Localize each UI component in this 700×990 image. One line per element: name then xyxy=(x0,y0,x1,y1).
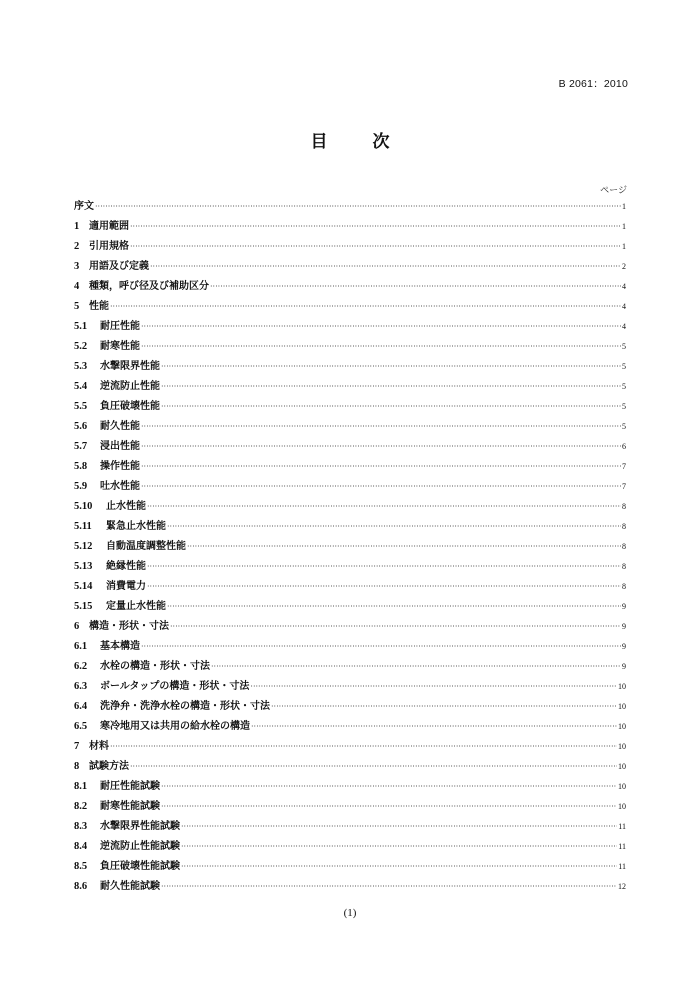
toc-entry[interactable] xyxy=(74,457,626,477)
toc-entry-number: 5.6 xyxy=(74,421,88,432)
toc-entry-number: 8.4 xyxy=(74,841,88,852)
toc-entry-number: 8.5 xyxy=(74,861,88,872)
toc-entry[interactable] xyxy=(74,677,626,697)
toc-dot-leader xyxy=(147,497,621,517)
toc-dot-leader xyxy=(187,537,621,557)
toc-entry[interactable] xyxy=(74,597,626,617)
toc-entry-label: 耐圧性能 xyxy=(100,321,140,332)
toc-entry-number: 6.2 xyxy=(74,661,88,672)
toc-entry-label: 寒冷地用又は共用の給水栓の構造 xyxy=(100,721,250,732)
toc-dot-leader xyxy=(161,797,617,817)
toc-entry-label: 耐寒性能 xyxy=(100,341,140,352)
toc-entry-number: 8.3 xyxy=(74,821,88,832)
toc-entry-page: 8 xyxy=(622,562,626,571)
toc-dot-leader xyxy=(271,697,617,717)
table-of-contents xyxy=(74,197,626,897)
toc-dot-leader xyxy=(167,597,621,617)
toc-entry-number: 5 xyxy=(74,301,80,312)
toc-entry[interactable] xyxy=(74,877,626,897)
toc-entry-label: 絶縁性能 xyxy=(106,561,146,572)
toc-entry-label: 耐寒性能試験 xyxy=(100,801,160,812)
toc-entry-label: 耐久性能試験 xyxy=(100,881,160,892)
toc-dot-leader xyxy=(210,277,621,297)
toc-entry[interactable] xyxy=(74,197,626,217)
toc-entry-page: 1 xyxy=(622,222,626,231)
toc-entry-label: 操作性能 xyxy=(100,461,140,472)
toc-entry-label: 負圧破壊性能 xyxy=(100,401,160,412)
toc-dot-leader xyxy=(167,517,621,537)
toc-entry-number: 6.1 xyxy=(74,641,88,652)
toc-entry-page: 10 xyxy=(618,722,626,731)
toc-entry-number: 5.7 xyxy=(74,441,88,452)
toc-dot-leader xyxy=(130,237,621,257)
toc-entry[interactable] xyxy=(74,497,626,517)
toc-entry-page: 11 xyxy=(618,822,626,831)
toc-entry-label: 水撃限界性能 xyxy=(100,361,160,372)
toc-dot-leader xyxy=(251,717,617,737)
toc-entry-label: 試験方法 xyxy=(89,761,129,772)
toc-entry-label: 耐圧性能試験 xyxy=(100,781,160,792)
toc-entry-page: 8 xyxy=(622,542,626,551)
toc-entry[interactable] xyxy=(74,637,626,657)
toc-entry-number: 3 xyxy=(74,261,80,272)
toc-entry[interactable] xyxy=(74,757,626,777)
toc-entry[interactable] xyxy=(74,277,626,297)
toc-entry-page: 6 xyxy=(622,442,626,451)
toc-entry-number: 6.4 xyxy=(74,701,88,712)
toc-entry-page: 4 xyxy=(622,302,626,311)
toc-dot-leader xyxy=(95,197,621,217)
toc-entry-label: ボールタップの構造・形状・寸法 xyxy=(100,681,250,692)
toc-entry-page: 9 xyxy=(622,622,626,631)
toc-entry[interactable] xyxy=(74,237,626,257)
toc-entry-number: 5.15 xyxy=(74,601,93,612)
toc-entry-label: 緊急止水性能 xyxy=(106,521,166,532)
toc-entry-page: 9 xyxy=(622,642,626,651)
toc-dot-leader xyxy=(211,657,621,677)
toc-entry-label: 浸出性能 xyxy=(100,441,140,452)
toc-entry-number: 5.4 xyxy=(74,381,88,392)
toc-entry-number: 5.1 xyxy=(74,321,88,332)
toc-entry[interactable] xyxy=(74,357,626,377)
toc-entry-page: 4 xyxy=(622,282,626,291)
toc-dot-leader xyxy=(130,757,617,777)
page-number: (1) xyxy=(343,907,357,919)
toc-entry-label: 水栓の構造・形状・寸法 xyxy=(100,661,210,672)
toc-entry-number: 5.2 xyxy=(74,341,88,352)
toc-dot-leader xyxy=(161,777,617,797)
toc-entry-label: 基本構造 xyxy=(100,641,140,652)
toc-entry-page: 11 xyxy=(618,842,626,851)
toc-entry-label: 負圧破壊性能試験 xyxy=(100,861,180,872)
toc-dot-leader xyxy=(250,677,617,697)
toc-entry-label: 用語及び定義 xyxy=(89,261,149,272)
toc-entry-label: 性能 xyxy=(89,301,109,312)
toc-entry-page: 10 xyxy=(618,742,626,751)
toc-entry-number: 5.8 xyxy=(74,461,88,472)
toc-dot-leader xyxy=(147,577,621,597)
toc-entry[interactable] xyxy=(74,797,626,817)
toc-dot-leader xyxy=(161,397,621,417)
toc-entry[interactable] xyxy=(74,657,626,677)
toc-entry-page: 7 xyxy=(622,462,626,471)
toc-entry[interactable] xyxy=(74,777,626,797)
toc-entry-page: 4 xyxy=(622,322,626,331)
toc-entry[interactable] xyxy=(74,717,626,737)
toc-dot-leader xyxy=(141,477,621,497)
toc-dot-leader xyxy=(161,877,617,897)
toc-entry-page: 7 xyxy=(622,482,626,491)
toc-dot-leader xyxy=(181,857,617,877)
toc-entry-number: 5.12 xyxy=(74,541,93,552)
toc-entry-page: 9 xyxy=(622,662,626,671)
toc-dot-leader xyxy=(161,357,621,377)
toc-entry[interactable] xyxy=(74,697,626,717)
toc-entry-label: 水撃限界性能試験 xyxy=(100,821,180,832)
toc-entry-label: 洗浄弁・洗浄水栓の構造・形状・寸法 xyxy=(100,701,270,712)
toc-entry-page: 2 xyxy=(622,262,626,271)
toc-dot-leader xyxy=(141,337,621,357)
toc-entry[interactable] xyxy=(74,517,626,537)
toc-entry-label: 定量止水性能 xyxy=(106,601,166,612)
toc-dot-leader xyxy=(110,297,621,317)
toc-entry[interactable] xyxy=(74,617,626,637)
toc-dot-leader xyxy=(141,317,621,337)
toc-entry[interactable] xyxy=(74,577,626,597)
toc-entry-page: 11 xyxy=(618,862,626,871)
toc-entry-page: 12 xyxy=(618,882,626,891)
toc-dot-leader xyxy=(181,837,617,857)
toc-dot-leader xyxy=(181,817,617,837)
toc-entry-page: 10 xyxy=(618,782,626,791)
toc-entry[interactable] xyxy=(74,437,626,457)
toc-entry-number: 6 xyxy=(74,621,80,632)
toc-entry-page: 5 xyxy=(622,362,626,371)
toc-dot-leader xyxy=(170,617,621,637)
toc-entry-page: 9 xyxy=(622,602,626,611)
toc-entry-page: 10 xyxy=(618,802,626,811)
toc-entry-page: 8 xyxy=(622,522,626,531)
toc-entry-page: 5 xyxy=(622,382,626,391)
toc-entry-page: 1 xyxy=(622,202,626,211)
toc-entry-page: 5 xyxy=(622,342,626,351)
toc-entry-number: 4 xyxy=(74,281,80,292)
toc-dot-leader xyxy=(141,417,621,437)
toc-entry[interactable] xyxy=(74,857,626,877)
toc-entry[interactable] xyxy=(74,817,626,837)
toc-dot-leader xyxy=(141,637,621,657)
toc-entry-number: 8.6 xyxy=(74,881,88,892)
toc-entry-number: 5.3 xyxy=(74,361,88,372)
toc-entry-label: 自動温度調整性能 xyxy=(106,541,186,552)
page-title: 目 次 xyxy=(310,132,404,152)
toc-entry-number: 5.11 xyxy=(74,521,92,532)
toc-entry[interactable] xyxy=(74,737,626,757)
toc-entry-label: 材料 xyxy=(89,741,109,752)
toc-entry-label: 逆流防止性能 xyxy=(100,381,160,392)
toc-entry[interactable] xyxy=(74,217,626,237)
toc-entry-number: 6.5 xyxy=(74,721,88,732)
toc-entry[interactable] xyxy=(74,337,626,357)
toc-entry-number: 1 xyxy=(74,221,80,232)
toc-entry-page: 8 xyxy=(622,502,626,511)
toc-entry-page: 10 xyxy=(618,702,626,711)
toc-dot-leader xyxy=(150,257,621,277)
toc-entry-label: 構造・形状・寸法 xyxy=(89,621,169,632)
toc-entry[interactable] xyxy=(74,397,626,417)
toc-entry-page: 8 xyxy=(622,582,626,591)
toc-dot-leader xyxy=(141,437,621,457)
toc-entry-label: 種類，呼び径及び補助区分 xyxy=(89,281,209,292)
page-column-label: ページ xyxy=(600,186,627,196)
toc-entry-label: 吐水性能 xyxy=(100,481,140,492)
toc-entry-label: 引用規格 xyxy=(89,241,129,252)
toc-entry-label: 止水性能 xyxy=(106,501,146,512)
toc-entry-page: 5 xyxy=(622,402,626,411)
toc-entry[interactable] xyxy=(74,837,626,857)
toc-entry[interactable] xyxy=(74,557,626,577)
toc-entry-label: 序文 xyxy=(74,201,94,212)
toc-entry-number: 5.14 xyxy=(74,581,93,592)
toc-entry-number: 7 xyxy=(74,741,80,752)
toc-entry[interactable] xyxy=(74,417,626,437)
toc-entry-number: 6.3 xyxy=(74,681,88,692)
document-code: B 2061：2010 xyxy=(558,78,628,90)
toc-entry[interactable] xyxy=(74,297,626,317)
toc-entry-number: 5.10 xyxy=(74,501,93,512)
toc-entry-number: 8.1 xyxy=(74,781,88,792)
toc-entry[interactable] xyxy=(74,317,626,337)
toc-entry-label: 逆流防止性能試験 xyxy=(100,841,180,852)
toc-entry-page: 5 xyxy=(622,422,626,431)
toc-entry-page: 10 xyxy=(618,682,626,691)
toc-entry-label: 適用範囲 xyxy=(89,221,129,232)
toc-entry-number: 8.2 xyxy=(74,801,88,812)
toc-entry[interactable] xyxy=(74,477,626,497)
toc-entry-number: 5.5 xyxy=(74,401,88,412)
toc-entry-number: 5.13 xyxy=(74,561,93,572)
toc-entry-number: 5.9 xyxy=(74,481,88,492)
toc-dot-leader xyxy=(147,557,621,577)
toc-dot-leader xyxy=(110,737,617,757)
toc-dot-leader xyxy=(141,457,621,477)
toc-dot-leader xyxy=(161,377,621,397)
toc-dot-leader xyxy=(130,217,621,237)
toc-entry[interactable] xyxy=(74,537,626,557)
toc-entry-number: 8 xyxy=(74,761,80,772)
toc-entry-page: 1 xyxy=(622,242,626,251)
toc-entry-number: 2 xyxy=(74,241,80,252)
toc-entry-page: 10 xyxy=(618,762,626,771)
toc-entry[interactable] xyxy=(74,257,626,277)
toc-entry-label: 耐久性能 xyxy=(100,421,140,432)
toc-entry[interactable] xyxy=(74,377,626,397)
toc-entry-label: 消費電力 xyxy=(106,581,146,592)
